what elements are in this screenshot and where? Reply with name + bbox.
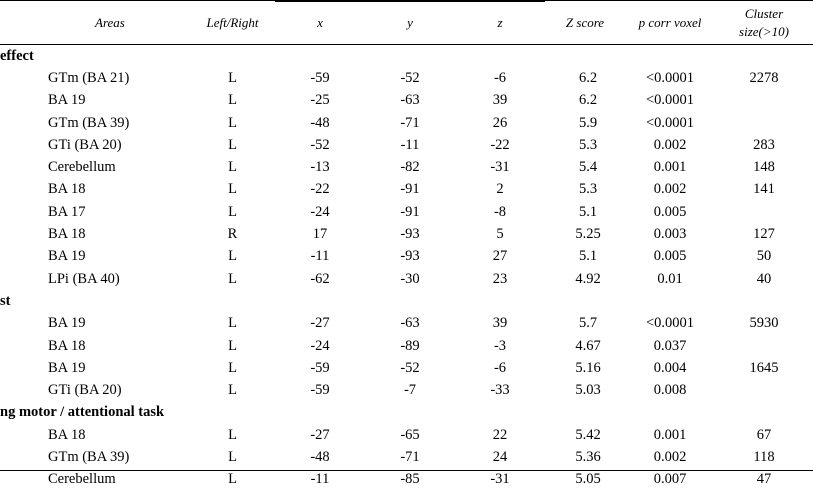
p-corr-cell: 0.008 [653, 382, 687, 399]
x-cell: -13 [310, 159, 330, 176]
y-cell: -71 [400, 114, 420, 131]
z-cell: -3 [493, 337, 507, 354]
z-cell: 22 [492, 426, 508, 443]
z-cell: 39 [492, 92, 508, 109]
left-right-cell: L [228, 159, 237, 176]
x-cell: -11 [310, 248, 330, 265]
cluster-size-cell [715, 90, 813, 112]
z-score-cell: 5.4 [578, 159, 598, 176]
area-cell: GTi (BA 20) [48, 382, 122, 399]
cluster-size-cell [715, 335, 813, 357]
table-row [0, 67, 813, 89]
table-header [0, 0, 813, 45]
z-score-cell: 5.3 [578, 181, 598, 198]
table-row [0, 469, 813, 491]
table-row [0, 179, 813, 201]
table-row [0, 201, 813, 223]
p-corr-cell: <0.0001 [645, 315, 695, 332]
y-cell: -91 [400, 203, 420, 220]
header-cluster-line1: Cluster [744, 5, 784, 21]
left-right-cell: L [228, 359, 237, 376]
header-bottom-rule [0, 44, 813, 45]
left-right-cell: L [228, 92, 237, 109]
area-cell: BA 19 [48, 92, 86, 109]
table-bottom-rule [0, 470, 813, 471]
z-cell: -31 [490, 159, 510, 176]
z-score-cell: 5.36 [575, 448, 601, 465]
x-cell: -48 [310, 448, 330, 465]
left-right-cell: R [227, 226, 238, 243]
x-cell: -24 [310, 203, 330, 220]
table-row [0, 156, 813, 178]
table-row [0, 357, 813, 379]
section-title: ng motor / attentional task [0, 404, 165, 421]
header-left-right: Left/Right [206, 14, 259, 30]
area-cell: GTi (BA 20) [48, 136, 122, 153]
left-right-cell: L [228, 426, 237, 443]
z-score-cell: 4.92 [575, 270, 601, 287]
p-corr-cell: 0.007 [653, 471, 687, 488]
y-cell: -52 [400, 69, 420, 86]
p-corr-cell: 0.001 [653, 159, 687, 176]
x-cell: -11 [310, 471, 330, 488]
z-score-cell: 6.2 [578, 69, 598, 86]
left-right-cell: L [228, 315, 237, 332]
y-cell: -63 [400, 92, 420, 109]
cluster-size-cell: 1645 [749, 359, 779, 376]
z-score-cell: 5.03 [575, 382, 601, 399]
area-cell: BA 18 [48, 337, 86, 354]
y-cell: -30 [400, 270, 420, 287]
header-p-corr-voxel: p corr voxel [638, 14, 702, 30]
area-cell: LPi (BA 40) [48, 270, 120, 287]
table-row [0, 446, 813, 468]
z-score-cell: 5.1 [578, 248, 598, 265]
header-y: y [407, 14, 413, 30]
x-cell: -48 [310, 114, 330, 131]
header-cluster-line2: size(>10) [739, 23, 789, 39]
z-score-cell: 5.9 [578, 114, 598, 131]
cluster-size-cell [715, 112, 813, 134]
p-corr-cell: 0.037 [653, 337, 687, 354]
z-cell: -6 [493, 359, 507, 376]
header-z-score: Z score [565, 14, 605, 30]
area-cell: Cerebellum [48, 159, 116, 176]
z-cell: 2 [496, 181, 504, 198]
left-right-cell: L [228, 248, 237, 265]
x-cell: -59 [310, 359, 330, 376]
table-body [0, 45, 813, 491]
z-score-cell: 6.2 [578, 92, 598, 109]
y-cell: -93 [400, 248, 420, 265]
area-cell: Cerebellum [48, 471, 116, 488]
table-row [0, 379, 813, 401]
y-cell: -52 [400, 359, 420, 376]
z-score-cell: 4.67 [575, 337, 601, 354]
p-corr-cell: 0.003 [653, 226, 687, 243]
table-row [0, 90, 813, 112]
area-cell: BA 19 [48, 248, 86, 265]
p-corr-cell: 0.002 [653, 448, 687, 465]
area-cell: BA 19 [48, 359, 86, 376]
y-cell: -63 [400, 315, 420, 332]
left-right-cell: L [228, 382, 237, 399]
x-cell: -27 [310, 315, 330, 332]
area-cell: GTm (BA 21) [48, 69, 130, 86]
p-corr-cell: 0.002 [653, 136, 687, 153]
cluster-size-cell: 127 [753, 226, 775, 243]
z-score-cell: 5.1 [578, 203, 598, 220]
y-cell: -89 [400, 337, 420, 354]
cluster-size-cell: 283 [753, 136, 775, 153]
section-row [0, 290, 813, 312]
header-cluster-size [715, 0, 813, 45]
x-cell: -22 [310, 181, 330, 198]
x-cell: -59 [310, 69, 330, 86]
p-corr-cell: <0.0001 [645, 69, 695, 86]
z-score-cell: 5.42 [575, 426, 601, 443]
y-cell: -85 [400, 471, 420, 488]
left-right-cell: L [228, 471, 237, 488]
cluster-size-cell [715, 379, 813, 401]
z-cell: 27 [492, 248, 508, 265]
cluster-size-cell: 5930 [749, 315, 779, 332]
x-cell: -27 [310, 426, 330, 443]
z-score-cell: 5.16 [575, 359, 601, 376]
table-row [0, 268, 813, 290]
area-cell: BA 19 [48, 315, 86, 332]
section-row [0, 45, 813, 67]
cluster-size-cell: 47 [756, 471, 772, 488]
z-score-cell: 5.05 [575, 471, 601, 488]
x-cell: 17 [312, 226, 328, 243]
section-row [0, 402, 813, 424]
table-row [0, 335, 813, 357]
y-cell: -91 [400, 181, 420, 198]
z-score-cell: 5.25 [575, 226, 601, 243]
table-row [0, 313, 813, 335]
area-cell: BA 18 [48, 181, 86, 198]
x-cell: -59 [310, 382, 330, 399]
cluster-size-cell: 40 [756, 270, 772, 287]
area-cell: GTm (BA 39) [48, 114, 130, 131]
z-cell: -6 [493, 69, 507, 86]
x-cell: -25 [310, 92, 330, 109]
cluster-size-cell: 2278 [749, 69, 779, 86]
left-right-cell: L [228, 181, 237, 198]
area-cell: BA 17 [48, 203, 86, 220]
y-cell: -71 [400, 448, 420, 465]
cluster-size-cell [715, 201, 813, 223]
z-score-cell: 5.7 [578, 315, 598, 332]
z-cell: 39 [492, 315, 508, 332]
table-row [0, 112, 813, 134]
area-cell: BA 18 [48, 226, 86, 243]
table-row [0, 134, 813, 156]
section-title: effect [0, 47, 34, 64]
area-cell: BA 18 [48, 426, 86, 443]
area-cell: GTm (BA 39) [48, 448, 130, 465]
z-cell: -33 [490, 382, 510, 399]
left-right-cell: L [228, 337, 237, 354]
z-cell: 24 [492, 448, 508, 465]
p-corr-cell: 0.01 [657, 270, 683, 287]
p-corr-cell: <0.0001 [645, 92, 695, 109]
z-cell: 5 [496, 226, 504, 243]
p-corr-cell: 0.002 [653, 181, 687, 198]
left-right-cell: L [228, 114, 237, 131]
left-right-cell: L [228, 136, 237, 153]
p-corr-cell: <0.0001 [645, 114, 695, 131]
z-score-cell: 5.3 [578, 136, 598, 153]
cluster-size-cell: 67 [756, 426, 772, 443]
left-right-cell: L [228, 448, 237, 465]
cluster-size-cell: 50 [756, 248, 772, 265]
p-corr-cell: 0.005 [653, 248, 687, 265]
cluster-size-cell: 118 [753, 448, 775, 465]
x-cell: -24 [310, 337, 330, 354]
header-z: z [497, 14, 503, 30]
cluster-size-cell: 141 [753, 181, 775, 198]
table-row [0, 223, 813, 245]
z-cell: -8 [493, 203, 507, 220]
y-cell: -65 [400, 426, 420, 443]
p-corr-cell: 0.004 [653, 359, 687, 376]
section-title: st [0, 292, 11, 309]
header-areas: Areas [95, 14, 125, 30]
z-cell: -31 [490, 471, 510, 488]
z-cell: 26 [492, 114, 508, 131]
z-cell: -22 [490, 136, 510, 153]
table-row [0, 424, 813, 446]
p-corr-cell: 0.001 [653, 426, 687, 443]
left-right-cell: L [228, 270, 237, 287]
p-corr-cell: 0.005 [653, 203, 687, 220]
z-cell: 23 [492, 270, 508, 287]
y-cell: -82 [400, 159, 420, 176]
y-cell: -7 [403, 382, 417, 399]
left-right-cell: L [228, 69, 237, 86]
y-cell: -11 [400, 136, 420, 153]
y-cell: -93 [400, 226, 420, 243]
x-cell: -52 [310, 136, 330, 153]
x-cell: -62 [310, 270, 330, 287]
header-x: x [317, 14, 323, 30]
table-row [0, 246, 813, 268]
cluster-size-cell: 148 [753, 159, 775, 176]
left-right-cell: L [228, 203, 237, 220]
